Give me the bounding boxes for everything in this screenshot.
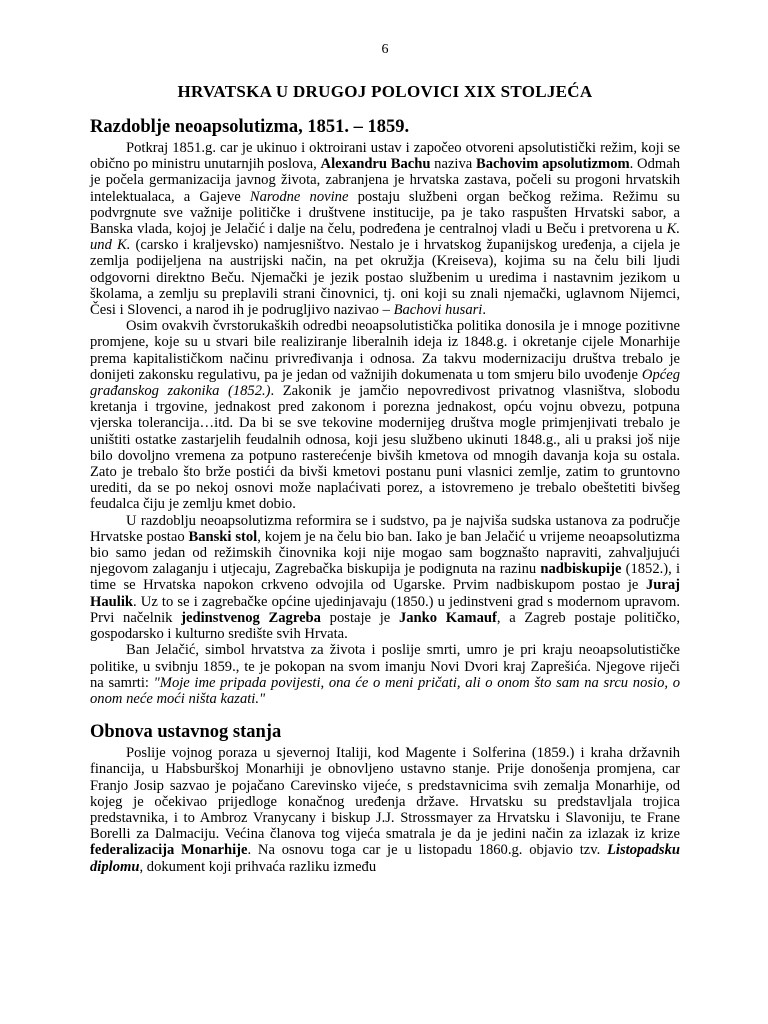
page-number: 6 bbox=[381, 42, 389, 57]
text-run: naziva bbox=[430, 156, 476, 173]
paragraph bbox=[90, 513, 680, 643]
text-run: , kojem je na čelu bio ban. Iako je ban Jelačić u vrijeme neoapsolutizma bio samo jedan od režimskih činovnika koji nije mogao sam bogznašto napraviti, zahvaljujući njegovom zalaganju i utjecaju, Zagrebačka biskupija je podignuta na razinu bbox=[90, 528, 680, 578]
paragraph bbox=[90, 745, 680, 875]
text-run: (1852.), i time se Hrvatska napokon crkveno odvojila od Ugarske. Prvim nadbiskupom postao je bbox=[90, 561, 681, 594]
emphasized-text: Bachovim apsolutizmom bbox=[475, 156, 630, 173]
emphasized-text: federalizacija Monarhije bbox=[90, 842, 248, 859]
section-heading: Obnova ustavnog stanja bbox=[90, 722, 282, 743]
paragraph bbox=[90, 642, 680, 707]
text-run: (carsko i kraljevsko) namjesništvo. Nestalo je i hrvatskog županijskog uređenja, a cijela je zemlja podijeljena na austrijski način, na pet okružja (Kreiseva), kojima su na čelu bili ljudi odgovorni direktno Beču. Njemački je jezik postao službenim u uredima i nastavnim jezikom u školama, a zemlju su preplavili strani činovnici, tj. oni koji su znali njemački, uglavnom Nijemci, Česi i Slovenci, a narod ih je podrugljivo nazivao – bbox=[90, 237, 681, 319]
emphasized-text: Janko Kamauf bbox=[398, 609, 497, 626]
document-body bbox=[90, 116, 680, 875]
emphasized-text: Narodne novine bbox=[249, 188, 349, 205]
text-run: Poslije vojnog poraza u sjevernoj Italiji, kod Magente i Solferina (1859.) i kraha državnih financija, u Habsburškoj Monarhiji je obnovljeno ustavno stanje. Prije donošenja promjena, car Franjo Josip sazvao je pojačano Carevinsko vijeće, s predstavnicima svih zemalja Monarhije, od kojeg je očekivao prijedloge konačnog uređenja države. Hrvatsku su predstavljala trojica predstavnika, i to Ambroz Vranycany i biskup J.J. Strossmayer za Hrvatsku i Slavoniju, te Frane Borelli za Dalmaciju. Većina članova tog vijeća smatrala je da je jedini način za izlazak iz krize bbox=[90, 745, 680, 843]
text-run: , a Zagreb postaje političko, gospodarsko i kulturno središte svih Hrvata. bbox=[90, 609, 680, 643]
text-run: Ban Jelačić, simbol hrvatstva za života i poslije smrti, umro je pri kraju neoapsolutističke politike, u svibnju 1859., te je pokopan na svom imanju Novi Dvori kraj Zaprešića. Njegove riječi na samrti: bbox=[90, 642, 680, 691]
emphasized-text: Alexandru Bachu bbox=[320, 156, 431, 173]
section-heading: Razdoblje neoapsolutizma, 1851. – 1859. bbox=[90, 117, 410, 137]
emphasized-text: Bachovi husari bbox=[393, 302, 483, 319]
emphasized-text: K. und K. bbox=[90, 221, 680, 254]
emphasized-text: Juraj Haulik bbox=[90, 577, 680, 610]
text-run: . bbox=[482, 302, 487, 319]
emphasized-text: jedinstvenog Zagreba bbox=[181, 609, 321, 626]
text-run: postaju službeni organ bečkog režima. Režimu su podvrgnute sve važnije političke i društvene institucije, pa je tako raspušten Hrvatski sabor, a Banska vlada, kojoj je Jelačić i dalje na čelu, podređena je centralnoj vladi u Beču i pretvorena u bbox=[90, 188, 680, 238]
emphasized-text: Općeg građanskog zakonika (1852.) bbox=[90, 366, 680, 400]
text-run: . Na osnovu toga car je u listopadu 1860.g. objavio tzv. bbox=[247, 842, 608, 859]
page-title: HRVATSKA U DRUGOJ POLOVICI XIX STOLJEĆA bbox=[177, 82, 593, 101]
paragraph bbox=[90, 140, 680, 318]
emphasized-text: Listopadsku diplomu bbox=[90, 842, 680, 875]
paragraph bbox=[90, 318, 680, 512]
text-run: . Odmah je počela germanizacija javnog života, zabranjena je hrvatska zastava, počeli su progoni hrvatskih intelektualaca, a Gajeve bbox=[90, 156, 680, 205]
text-run: . Uz to se i zagrebačke općine ujedinjavaju (1850.) u jedinstveni grad s modernom upravom. Prvi načelnik bbox=[90, 593, 680, 626]
emphasized-text: Banski stol bbox=[188, 528, 258, 545]
text-run: Potkraj 1851.g. car je ukinuo i oktroirani ustav i započeo otvoreni apsolutistički režim, koji se obično po ministru unutarnjih poslova, bbox=[90, 140, 680, 173]
emphasized-text: "Moje ime pripada povijesti, ona će o meni pričati, ali o onom što sam na srcu nosio, o onom neće moći ništa kazati." bbox=[90, 674, 681, 707]
text-run: , dokument koji prihvaća razliku između bbox=[139, 858, 377, 875]
text-run: postaje je bbox=[320, 609, 399, 626]
text-run: U razdoblju neoapsolutizma reformira se i sudstvo, pa je najviša sudska ustanova za područje Hrvatske postao bbox=[90, 512, 680, 545]
text-run: Osim ovakvih čvrstorukaških odredbi neoapsolutistička politika donosila je i mnoge pozitivne promjene, koje su u stvari bile realiziranje liberalnih ideja iz 1848.g. i okretanje cijele Monarhije prema kapitalističkom načinu privređivanja i odnosa. Za takvu modernizaciju društva trebalo je donijeti zakonsku regulativu, pa je jedan od važnijih dokumenata u tom smjeru bilo uvođenje bbox=[90, 318, 680, 383]
emphasized-text: nadbiskupije bbox=[540, 561, 622, 578]
text-run: . Zakonik je jamčio nepovredivost privatnog vlasništva, slobodu kretanja i trgovine, jednakost pred zakonom i porezna jednakost, opću vojnu obvezu, potpuna vjerska tolerancija…itd. Da bi se sve tekovine modernijeg društva mogle primjenjivati trebalo je uništiti ostatke zastarjelih feudalnih odnosa, koji jesu službeno ukinuti 1848.g., ali u praksi još nije bilo dovoljno vremena za potpuno rasterećenje bivših kmetova od mnogih davanja koja su ostala. Zato je trebalo što brže postići da bivši kmetovi postanu puni vlasnici zemlje, zatim to gruntovno urediti, da se po nekoj osnovi može naplaćivati porez, a istovremeno je trebalo obeštetiti bivšeg feudalca čiju je zemlju kmet dobio. bbox=[90, 383, 680, 513]
